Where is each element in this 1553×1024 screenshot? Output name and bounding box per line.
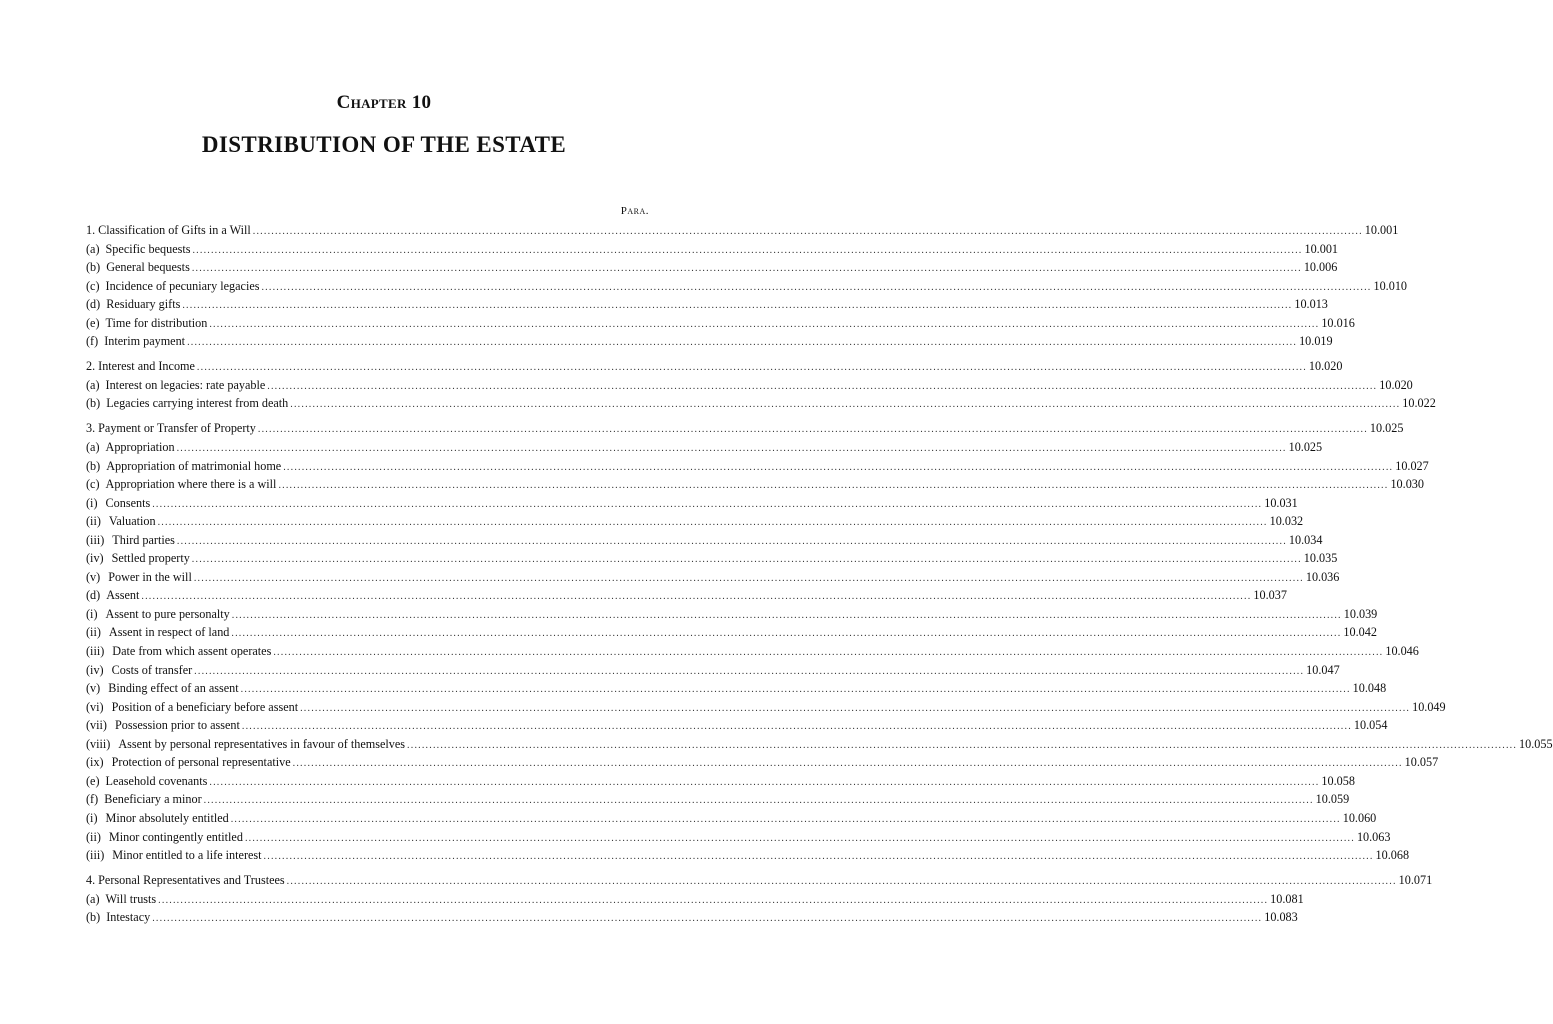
dot-leader: ............................................................................................................................................................................................................................................................................................................: [152, 913, 1263, 925]
toc-entry-para: 10.063: [1356, 829, 1391, 844]
toc-entry-number: (b): [86, 458, 101, 473]
toc-entry-para: 10.001: [1364, 223, 1399, 237]
table-of-contents: [86, 221, 1553, 927]
toc-entry-title: Beneficiary a minor: [104, 792, 202, 807]
toc-entry-para: 10.081: [1270, 891, 1304, 906]
toc-entry-para: 10.083: [1264, 910, 1298, 925]
dot-leader: ............................................................................................................................................................................................................................................................................................................: [187, 337, 1298, 349]
toc-entry-number: (i): [86, 495, 98, 510]
dot-leader: ............................................................................................................................................................................................................................................................................................................: [278, 480, 1389, 492]
toc-entry: [86, 512, 1304, 531]
toc-entry-number: (viii): [86, 736, 111, 751]
toc-entry-number: (b): [86, 260, 101, 275]
toc-entry: [86, 716, 1388, 735]
toc-entry: [86, 457, 1429, 476]
toc-entry-number: (iii): [86, 644, 105, 659]
toc-entry-title: Assent in respect of land: [108, 625, 230, 640]
toc-entry: [86, 846, 1410, 865]
toc-entry-title: Date from which assent operates: [112, 644, 272, 659]
toc-entry: [86, 605, 1378, 624]
toc-entry-title: Classification of Gifts in a Will: [98, 223, 251, 237]
dot-leader: ............................................................................................................................................................................................................................................................................................................: [283, 461, 1394, 473]
toc-entry: [86, 531, 1323, 550]
toc-entry-title: Payment or Transfer of Property: [98, 421, 256, 436]
toc-entry-title: Will trusts: [105, 891, 157, 906]
dot-leader: ............................................................................................................................................................................................................................................................................................................: [196, 362, 1307, 374]
toc-entry-title: Minor absolutely entitled: [105, 810, 229, 825]
toc-entry: [86, 809, 1377, 828]
dot-leader: ............................................................................................................................................................................................................................................................................................................: [176, 443, 1287, 455]
toc-entry: [86, 623, 1377, 642]
toc-entry: [86, 642, 1419, 661]
toc-entry-para: 10.055: [1519, 736, 1553, 751]
toc-entry-para: 10.027: [1395, 458, 1429, 473]
toc-entry-title: Minor contingently entitled: [108, 829, 243, 844]
toc-entry: [86, 277, 1407, 296]
toc-entry-para: 10.020: [1308, 359, 1343, 374]
toc-entry-number: (d): [86, 297, 101, 312]
toc-entry-title: Intestacy: [106, 910, 151, 925]
dot-leader: ............................................................................................................................................................................................................................................................................................................: [176, 535, 1287, 547]
toc-entry-title: Position of a beneficiary before assent: [111, 699, 299, 714]
toc-entry-number: (b): [86, 910, 101, 925]
toc-entry: [86, 890, 1304, 909]
dot-leader: ............................................................................................................................................................................................................................................................................................................: [158, 894, 1269, 906]
dot-leader: ............................................................................................................................................................................................................................................................................................................: [257, 424, 1368, 436]
toc-entry-para: 10.006: [1303, 260, 1338, 275]
toc-entry-para: 10.042: [1343, 625, 1377, 640]
toc-entry: [86, 698, 1446, 717]
toc-entry: [86, 438, 1323, 457]
toc-entry-para: 10.054: [1353, 718, 1388, 733]
toc-entry-para: 10.068: [1375, 848, 1410, 863]
toc-entry: [86, 221, 1399, 240]
toc-entry-title: Appropriation where there is a will: [105, 477, 277, 492]
toc-entry-number: (vi): [86, 699, 104, 714]
toc-entry-title: Assent: [106, 588, 140, 603]
toc-entry-number: (b): [86, 396, 101, 411]
toc-entry-para: 10.013: [1294, 297, 1328, 312]
dot-leader: ............................................................................................................................................................................................................................................................................................................: [290, 399, 1401, 411]
toc-entry-para: 10.059: [1315, 792, 1350, 807]
dot-leader: ............................................................................................................................................................................................................................................................................................................: [191, 554, 1302, 566]
toc-entry-title: Time for distribution: [105, 315, 208, 330]
toc-entry-title: Assent to pure personalty: [105, 606, 230, 621]
dot-leader: ............................................................................................................................................................................................................................................................................................................: [252, 226, 1363, 237]
toc-entry-para: 10.019: [1299, 334, 1333, 349]
toc-entry-title: Leasehold covenants: [105, 773, 208, 788]
toc-entry-title: Assent by personal representatives in favour of themselves: [118, 736, 406, 751]
toc-entry-title: Interest and Income: [98, 359, 195, 374]
chapter-title: DISTRIBUTION OF THE ESTATE: [201, 132, 567, 157]
dot-leader: ............................................................................................................................................................................................................................................................................................................: [244, 832, 1355, 844]
toc-entry-para: 10.020: [1379, 377, 1413, 392]
toc-entry-number: (ii): [86, 514, 101, 529]
toc-entry-para: 10.001: [1304, 241, 1338, 256]
toc-entry-para: 10.037: [1253, 588, 1287, 603]
toc-entry-title: Valuation: [108, 514, 156, 529]
dot-leader: ............................................................................................................................................................................................................................................................................................................: [203, 795, 1314, 807]
dot-leader: ............................................................................................................................................................................................................................................................................................................: [240, 684, 1351, 696]
toc-entry: [86, 871, 1433, 890]
toc-entry-title: Incidence of pecuniary legacies: [105, 278, 260, 293]
dot-leader: ............................................................................................................................................................................................................................................................................................................: [407, 739, 1518, 751]
toc-entry-para: 10.031: [1264, 495, 1298, 510]
dot-leader: ............................................................................................................................................................................................................................................................................................................: [209, 776, 1320, 788]
toc-entry-number: 1.: [86, 223, 96, 237]
dot-leader: ............................................................................................................................................................................................................................................................................................................: [292, 758, 1403, 770]
toc-entry-para: 10.036: [1305, 569, 1340, 584]
toc-entry-number: (a): [86, 377, 100, 392]
dot-leader: ............................................................................................................................................................................................................................................................................................................: [152, 498, 1263, 510]
toc-entry: [86, 332, 1333, 351]
toc-entry-para: 10.039: [1343, 606, 1378, 621]
toc-entry-title: Appropriation: [105, 440, 175, 455]
toc-entry-title: Specific bequests: [105, 241, 191, 256]
toc-entry-number: (ii): [86, 829, 101, 844]
toc-entry-number: (a): [86, 241, 100, 256]
toc-entry: [86, 549, 1338, 568]
toc-entry-title: Consents: [105, 495, 151, 510]
toc-entry: [86, 295, 1328, 314]
toc-entry-number: (iii): [86, 532, 105, 547]
toc-entry-number: 3.: [86, 421, 96, 436]
dot-leader: ............................................................................................................................................................................................................................................................................................................: [192, 244, 1303, 256]
toc-entry: [86, 790, 1350, 809]
toc-entry-number: (ii): [86, 625, 101, 640]
toc-entry: [86, 753, 1439, 772]
toc-entry-para: 10.025: [1288, 440, 1323, 455]
dot-leader: ............................................................................................................................................................................................................................................................................................................: [193, 572, 1304, 584]
toc-entry-number: (f): [86, 792, 99, 807]
toc-entry-number: (f): [86, 334, 99, 349]
toc-entry: [86, 240, 1338, 259]
toc-entry: [86, 772, 1355, 791]
toc-entry: [86, 394, 1436, 413]
toc-entry-number: (c): [86, 278, 100, 293]
dot-leader: ............................................................................................................................................................................................................................................................................................................: [231, 609, 1342, 621]
toc-entry-para: 10.057: [1404, 755, 1439, 770]
toc-entry-number: (e): [86, 773, 100, 788]
toc-entry-para: 10.025: [1369, 421, 1404, 436]
toc-entry: [86, 494, 1298, 513]
toc-entry-number: (vii): [86, 718, 107, 733]
toc-entry: [86, 679, 1387, 698]
dot-leader: ............................................................................................................................................................................................................................................................................................................: [231, 628, 1342, 640]
dot-leader: ............................................................................................................................................................................................................................................................................................................: [182, 300, 1293, 312]
toc-entry-title: Minor entitled to a life interest: [112, 848, 262, 863]
toc-entry-title: Interim payment: [104, 334, 186, 349]
toc-entry-number: 4.: [86, 873, 96, 888]
toc-entry-title: Binding effect of an assent: [108, 681, 239, 696]
toc-entry-number: (a): [86, 891, 100, 906]
toc-entry: [86, 357, 1343, 376]
dot-leader: ............................................................................................................................................................................................................................................................................................................: [267, 380, 1378, 392]
toc-entry-title: Third parties: [112, 532, 175, 547]
toc-entry-number: (iv): [86, 551, 104, 566]
dot-leader: ............................................................................................................................................................................................................................................................................................................: [191, 263, 1302, 275]
toc-entry-number: (i): [86, 810, 98, 825]
toc-entry: [86, 828, 1391, 847]
toc-entry-number: 2.: [86, 359, 96, 374]
toc-entry: [86, 735, 1553, 754]
toc-entry: [86, 568, 1340, 587]
toc-entry-number: (c): [86, 477, 100, 492]
toc-entry-title: Appropriation of matrimonial home: [106, 458, 282, 473]
toc-entry-title: Interest on legacies: rate payable: [105, 377, 266, 392]
toc-entry-para: 10.035: [1303, 551, 1338, 566]
dot-leader: ............................................................................................................................................................................................................................................................................................................: [194, 665, 1305, 677]
dot-leader: ............................................................................................................................................................................................................................................................................................................: [230, 813, 1341, 825]
dot-leader: ............................................................................................................................................................................................................................................................................................................: [261, 281, 1372, 293]
toc-entry-para: 10.030: [1390, 477, 1424, 492]
toc-entry: [86, 908, 1298, 927]
toc-entry: [86, 661, 1340, 680]
toc-entry-para: 10.032: [1269, 514, 1304, 529]
toc-entry-number: (iv): [86, 662, 104, 677]
toc-entry-title: Protection of personal representative: [111, 755, 291, 770]
toc-entry-para: 10.046: [1385, 644, 1419, 659]
toc-entry-title: Settled property: [111, 551, 190, 566]
toc-entry-para: 10.016: [1321, 315, 1355, 330]
toc-entry: [86, 376, 1413, 395]
toc-entry-title: Residuary gifts: [106, 297, 181, 312]
toc-entry-number: (i): [86, 606, 98, 621]
toc-entry-number: (v): [86, 681, 101, 696]
dot-leader: ............................................................................................................................................................................................................................................................................................................: [263, 851, 1374, 863]
chapter-label: Chapter 10: [336, 92, 432, 113]
toc-entry-title: Costs of transfer: [111, 662, 193, 677]
toc-entry-number: (v): [86, 569, 101, 584]
toc-entry-number: (d): [86, 588, 101, 603]
dot-leader: ............................................................................................................................................................................................................................................................................................................: [273, 647, 1384, 659]
toc-entry-para: 10.022: [1402, 396, 1436, 411]
toc-entry-number: (iii): [86, 848, 105, 863]
toc-entry-title: Legacies carrying interest from death: [106, 396, 289, 411]
dot-leader: ............................................................................................................................................................................................................................................................................................................: [286, 876, 1397, 888]
toc-entry: [86, 258, 1338, 277]
toc-entry-para: 10.071: [1398, 873, 1433, 888]
toc-entry-para: 10.010: [1373, 278, 1407, 293]
toc-entry-para: 10.058: [1321, 773, 1355, 788]
toc-entry: [86, 475, 1424, 494]
toc-entry-title: General bequests: [106, 260, 190, 275]
toc-entry-title: Possession prior to assent: [114, 718, 240, 733]
toc-entry-para: 10.049: [1412, 699, 1446, 714]
toc-entry-number: (a): [86, 440, 100, 455]
toc-entry: [86, 586, 1287, 605]
toc-entry-title: Personal Representatives and Trustees: [98, 873, 285, 888]
dot-leader: ............................................................................................................................................................................................................................................................................................................: [157, 517, 1268, 529]
toc-entry-para: 10.060: [1342, 810, 1377, 825]
toc-entry: [86, 314, 1355, 333]
toc-entry-number: (e): [86, 315, 100, 330]
toc-entry-number: (ix): [86, 755, 104, 770]
para-column-header: Para.: [620, 205, 649, 217]
dot-leader: ............................................................................................................................................................................................................................................................................................................: [300, 702, 1411, 714]
toc-entry-para: 10.034: [1288, 532, 1323, 547]
dot-leader: ............................................................................................................................................................................................................................................................................................................: [141, 591, 1252, 603]
toc-entry-para: 10.047: [1306, 662, 1340, 677]
dot-leader: ............................................................................................................................................................................................................................................................................................................: [209, 318, 1320, 330]
toc-entry: [86, 419, 1404, 438]
toc-entry-para: 10.048: [1352, 681, 1387, 696]
toc-entry-title: Power in the will: [108, 569, 192, 584]
dot-leader: ............................................................................................................................................................................................................................................................................................................: [241, 721, 1352, 733]
